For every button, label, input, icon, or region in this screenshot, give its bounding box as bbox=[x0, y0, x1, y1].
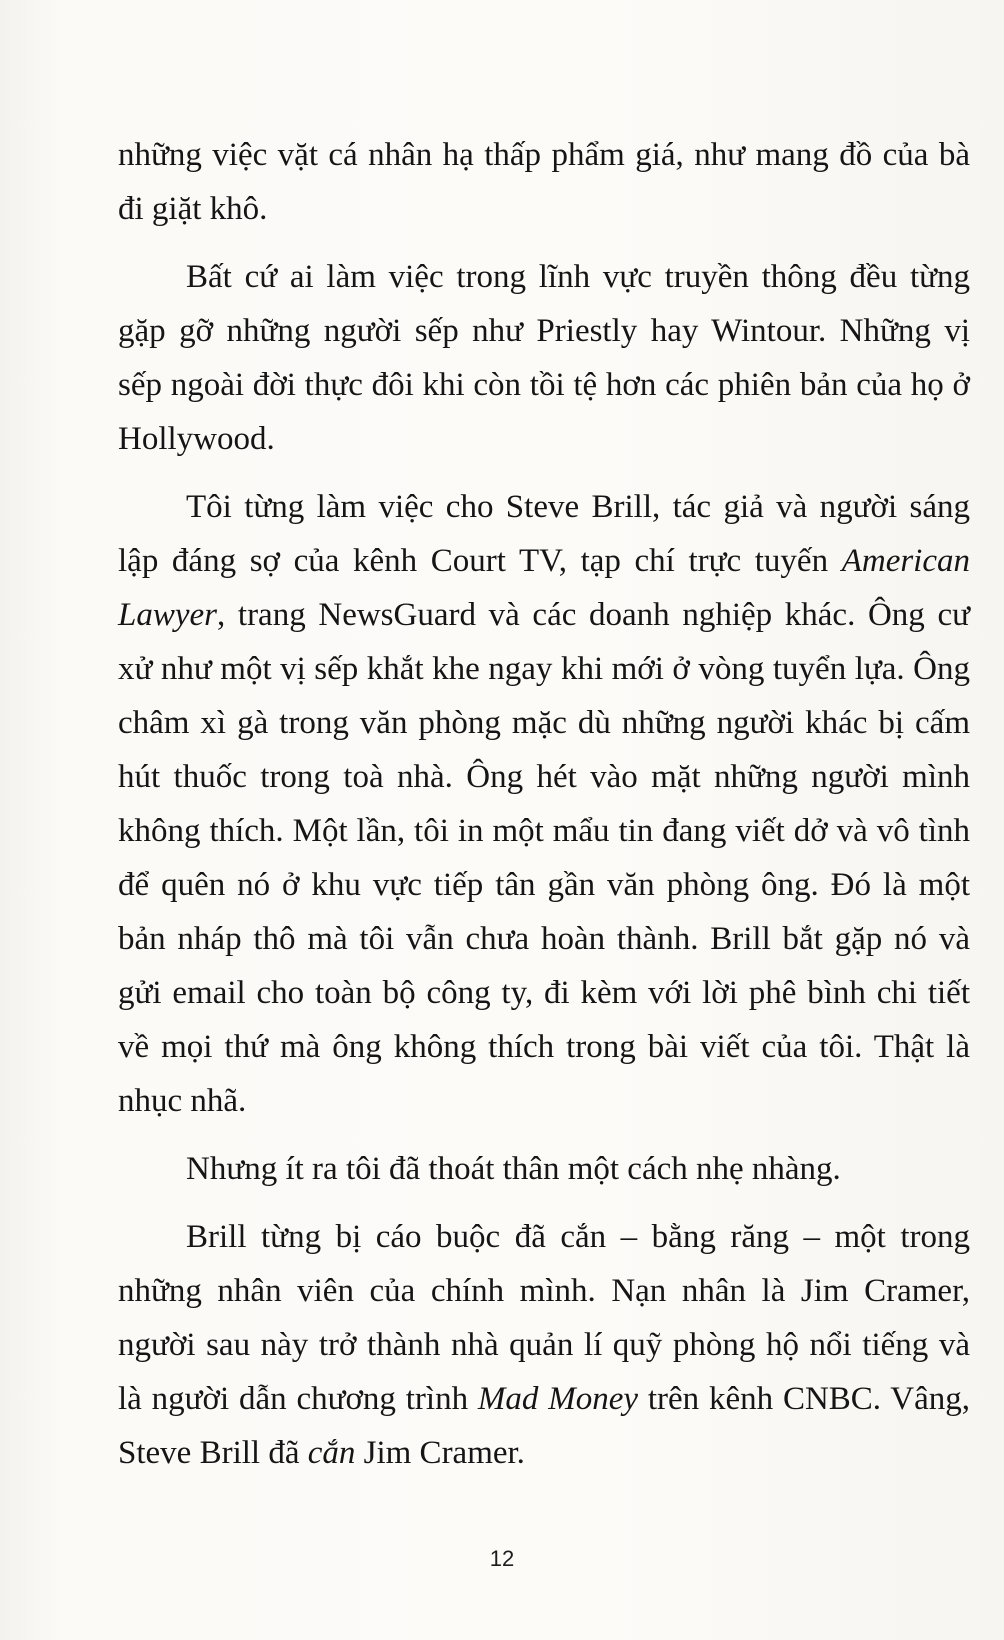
text-run: trên kênh CNBC. Vâng, Steve Brill đã bbox=[118, 1381, 971, 1471]
page-number: 12 bbox=[489, 1546, 515, 1571]
text-run: Brill từng bị cáo buộc đã cắn – bằng răng – một trong những nhân viên của chính mình. Nạn nhân là Jim Cramer, người sau này trở thành nhà quản lí quỹ phòng hộ nổi tiếng và là người dẫn chương trình bbox=[118, 1219, 970, 1417]
text-run: Jim Cramer. bbox=[355, 1435, 525, 1471]
text-run: Bất cứ ai làm việc trong lĩnh vực truyền thông đều từng gặp gỡ những người sếp như Priestly hay Wintour. Những vị sếp ngoài đời thực đôi khi còn tồi tệ hơn các phiên bản của họ ở Hollywood. bbox=[118, 259, 970, 457]
italic-text-run: Mad Money bbox=[477, 1381, 639, 1417]
paragraph-2 bbox=[118, 250, 970, 466]
italic-text-run: cắn bbox=[307, 1435, 356, 1471]
paragraph-5 bbox=[118, 1210, 970, 1480]
text-run: , trang NewsGuard và các doanh nghiệp khác. Ông cư xử như một vị sếp khắt khe ngay khi mới ở vòng tuyển lựa. Ông châm xì gà trong văn phòng mặc dù những người khác bị cấm hút thuốc trong toà nhà. Ông hét vào mặt những người mình không thích. Một lần, tôi in một mẩu tin đang viết dở và vô tình để quên nó ở khu vực tiếp tân gần văn phòng ông. Đó là một bản nháp thô mà tôi vẫn chưa hoàn thành. Brill bắt gặp nó và gửi email cho toàn bộ công ty, đi kèm với lời phê bình chi tiết về mọi thứ mà ông không thích trong bài viết của tôi. Thật là nhục nhã. bbox=[118, 597, 970, 1119]
paragraph-4 bbox=[118, 1142, 970, 1196]
text-run: những việc vặt cá nhân hạ thấp phẩm giá, như mang đồ của bà đi giặt khô. bbox=[118, 137, 970, 227]
paragraph-3 bbox=[118, 480, 970, 1128]
paragraph-1 bbox=[118, 128, 970, 236]
italic-text-run: American Lawyer bbox=[118, 543, 970, 633]
body-text bbox=[118, 128, 970, 1494]
text-run: Nhưng ít ra tôi đã thoát thân một cách nhẹ nhàng. bbox=[186, 1151, 841, 1187]
text-run: Tôi từng làm việc cho Steve Brill, tác giả và người sáng lập đáng sợ của kênh Court TV, tạp chí trực tuyến bbox=[118, 489, 970, 579]
